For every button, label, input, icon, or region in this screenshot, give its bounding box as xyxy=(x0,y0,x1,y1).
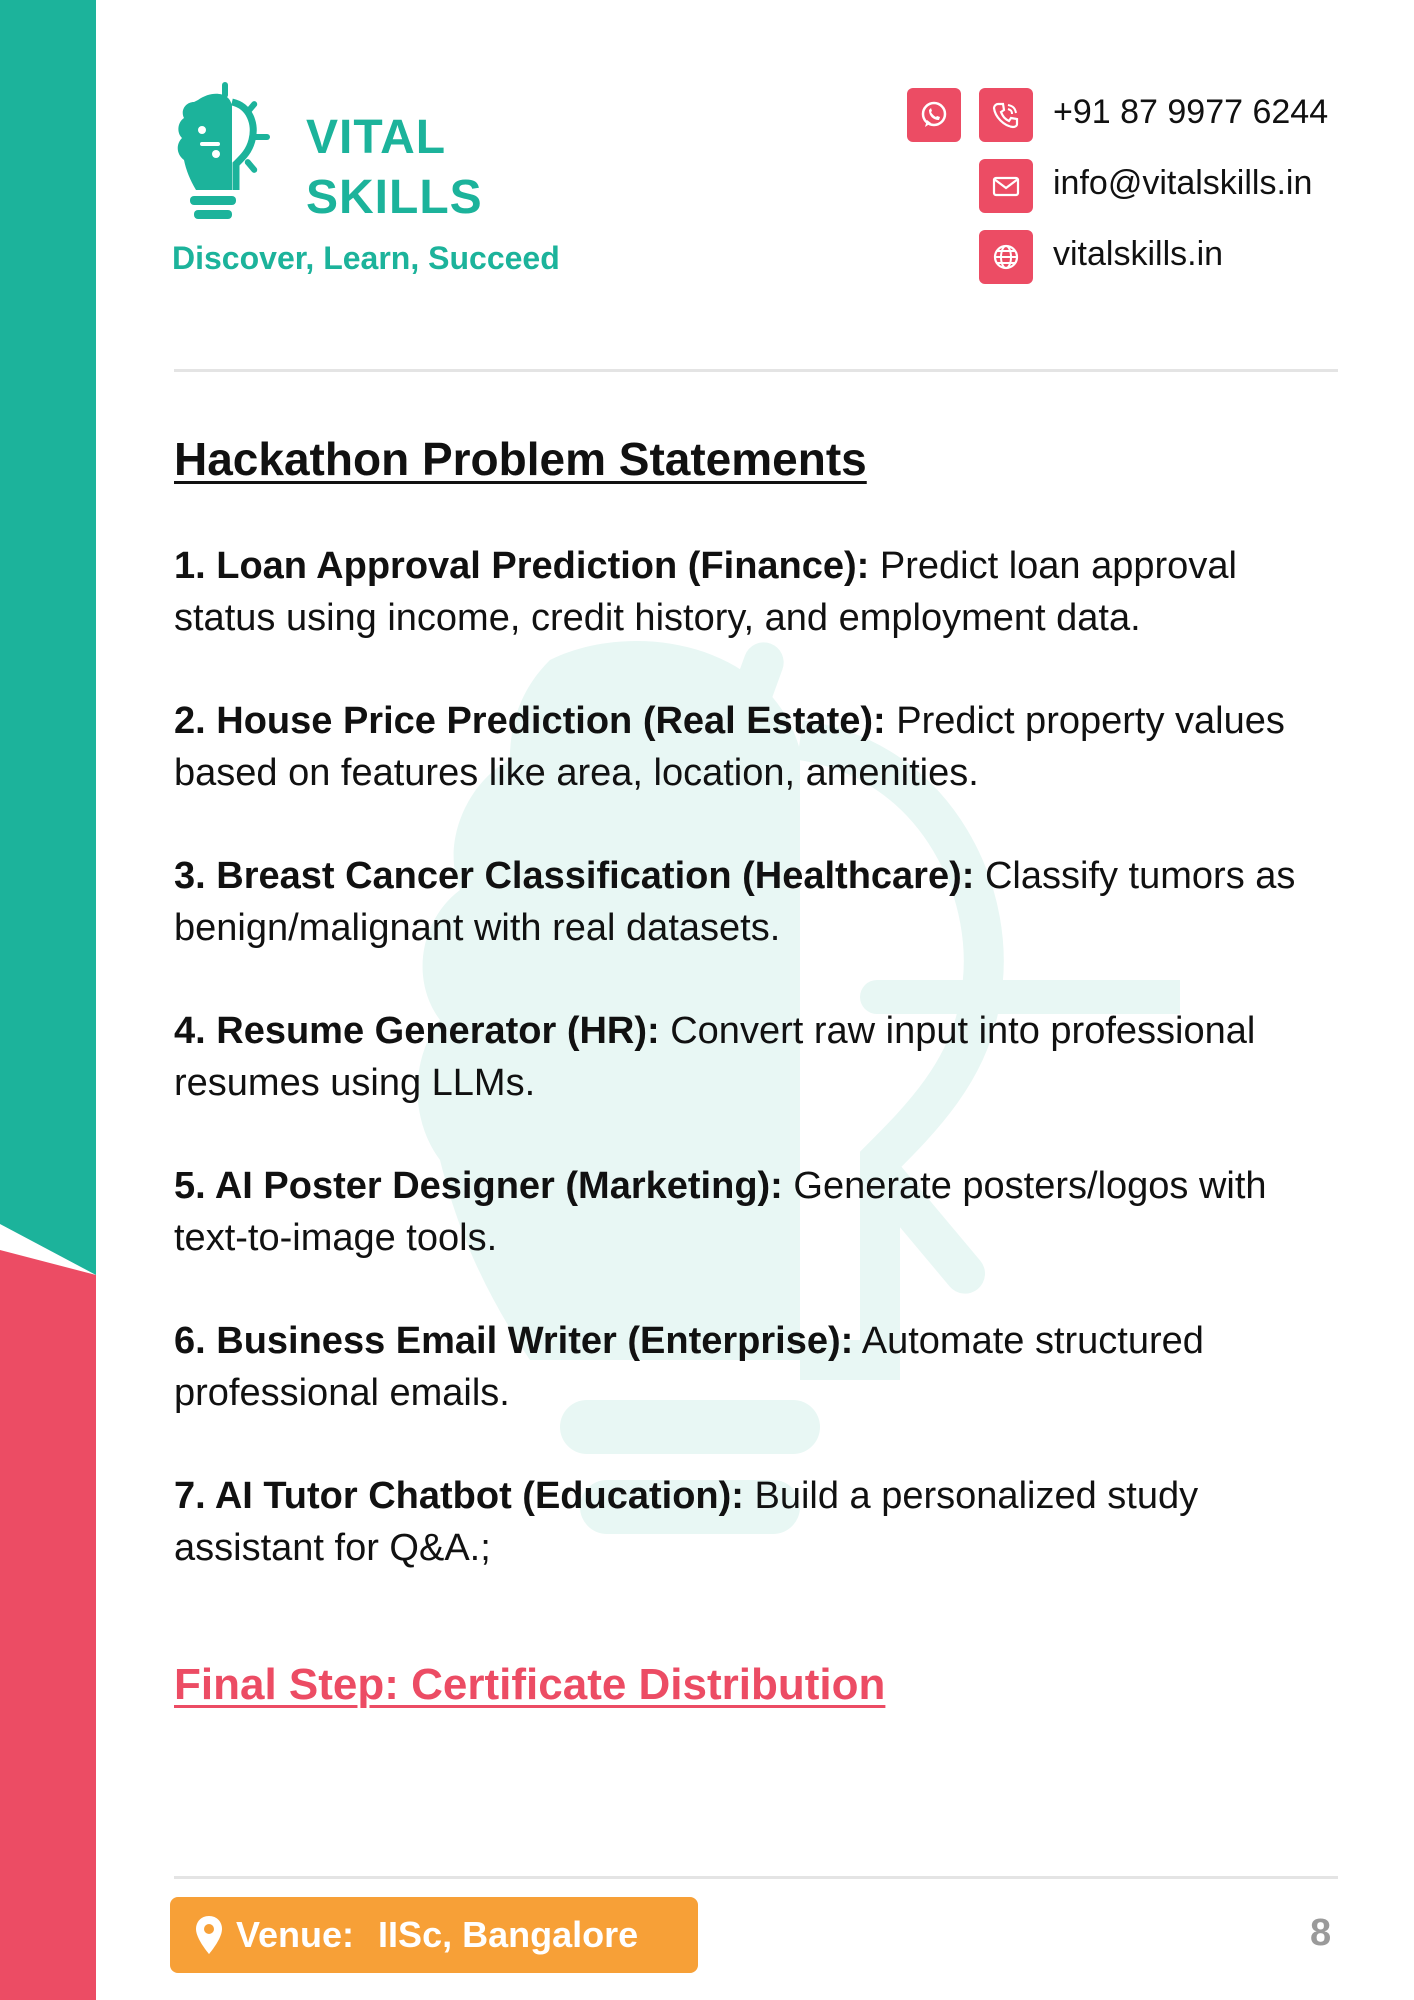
problem-description: Build a personalized study assistant for Q&A.; xyxy=(174,1475,1199,1569)
phone-icon[interactable] xyxy=(979,88,1033,142)
venue-value: IISc, Bangalore xyxy=(378,1914,639,1955)
venue-label: Venue: xyxy=(236,1914,355,1955)
problem-title: 6. Business Email Writer (Enterprise): xyxy=(174,1320,854,1362)
page-number: 8 xyxy=(1310,1912,1332,1954)
problem-description: Automate structured professional emails. xyxy=(174,1320,1204,1414)
tagline: Discover, Learn, Succeed xyxy=(172,240,560,276)
problem-title: 7. AI Tutor Chatbot (Education): xyxy=(174,1475,744,1517)
problem-description: Convert raw input into professional resumes using LLMs. xyxy=(174,1010,1256,1104)
problem-item xyxy=(174,1470,1344,1574)
problem-list xyxy=(174,540,1344,1625)
venue-badge xyxy=(170,1897,698,1973)
final-step-link[interactable]: Final Step: Certificate Distribution xyxy=(174,1660,886,1709)
brain-lightbulb-icon xyxy=(172,80,272,230)
brand-line-1: VITAL xyxy=(306,111,447,164)
problem-description: Classify tumors as benign/malignant with real datasets. xyxy=(174,855,1296,949)
problem-title: 2. House Price Prediction (Real Estate): xyxy=(174,700,886,742)
problem-title: 5. AI Poster Designer (Marketing): xyxy=(174,1165,783,1207)
problem-description: Generate posters/logos with text-to-image tools. xyxy=(174,1165,1267,1259)
problem-item xyxy=(174,1005,1344,1109)
brand-line-2: SKILLS xyxy=(306,171,483,224)
brand-logo xyxy=(172,80,592,300)
problem-title: 1. Loan Approval Prediction (Finance): xyxy=(174,545,870,587)
problem-item xyxy=(174,1315,1344,1419)
section-heading: Hackathon Problem Statements xyxy=(174,433,867,485)
problem-description: Predict property values based on features like area, location, amenities. xyxy=(174,700,1285,794)
location-pin-icon xyxy=(194,1914,224,1956)
email-address[interactable]: info@vitalskills.in xyxy=(1053,164,1313,202)
website-link[interactable]: vitalskills.in xyxy=(1053,235,1224,273)
footer-divider xyxy=(174,1876,1338,1879)
problem-description: Predict loan approval status using income, credit history, and employment data. xyxy=(174,545,1237,639)
problem-item xyxy=(174,540,1344,644)
phone-number[interactable]: +91 87 9977 6244 xyxy=(1053,93,1329,131)
problem-title: 3. Breast Cancer Classification (Healthcare): xyxy=(174,855,975,897)
problem-item xyxy=(174,1160,1344,1264)
problem-title: 4. Resume Generator (HR): xyxy=(174,1010,660,1052)
brand-name xyxy=(306,108,483,228)
side-stripe xyxy=(0,0,96,2000)
header-divider xyxy=(174,369,1338,372)
mail-icon[interactable] xyxy=(979,159,1033,213)
problem-item xyxy=(174,695,1344,799)
whatsapp-icon[interactable] xyxy=(907,88,961,142)
problem-item xyxy=(174,850,1344,954)
globe-icon[interactable] xyxy=(979,230,1033,284)
